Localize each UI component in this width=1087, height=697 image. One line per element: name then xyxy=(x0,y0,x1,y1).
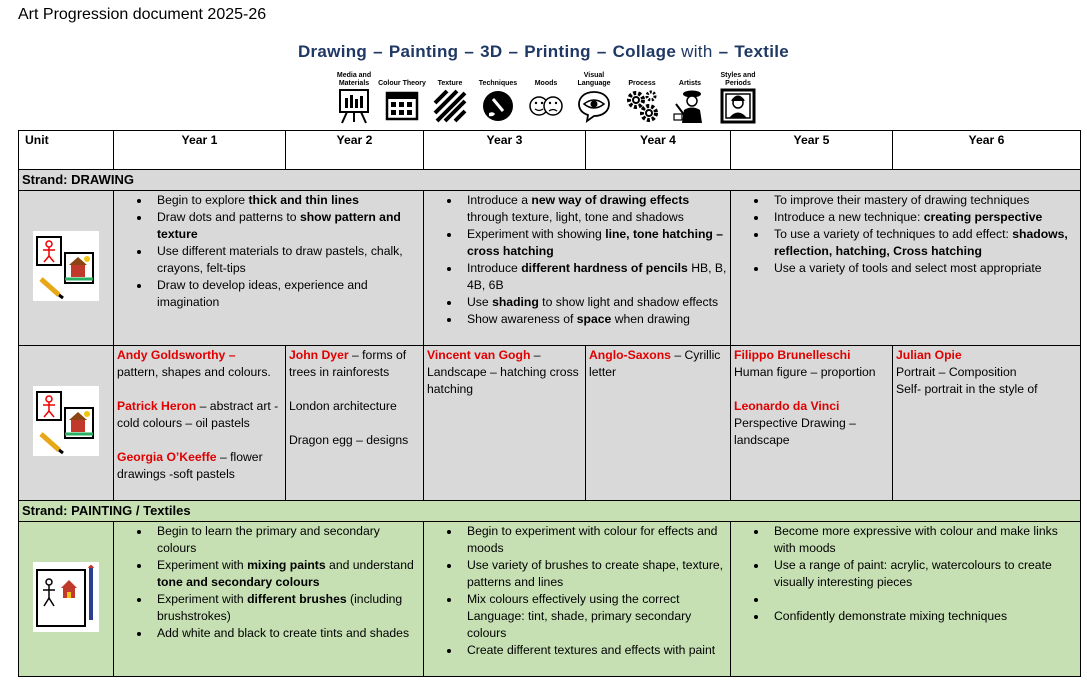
list-item: • Create different textures and effects with paint xyxy=(461,642,727,659)
list-item: • Use different materials to draw pastels, chalk, crayons, felt-tips xyxy=(151,243,420,277)
palette-grid-icon xyxy=(385,91,419,121)
drawing-y1-y2-skills xyxy=(114,191,424,346)
list-item: • Experiment with showing line, tone hatching – cross hatching xyxy=(461,226,727,260)
list-item: • Add white and black to create tints and shades xyxy=(151,625,420,642)
list-item: • Introduce a new technique: creating perspective xyxy=(768,209,1077,226)
header-year-4: Year 4 xyxy=(586,131,731,170)
drawing-unit-picture xyxy=(19,191,114,346)
list-item: • Begin to learn the primary and secondary colours xyxy=(151,523,420,557)
strand-drawing-row xyxy=(19,170,1081,191)
icon-media-materials: Media and Materials xyxy=(330,70,378,128)
document-title: Art Progression document 2025-26 xyxy=(18,6,267,23)
hatch-texture-icon xyxy=(433,89,467,123)
list-item: • To use a variety of techniques to add effect: shadows, reflection, hatching, Cross hatching xyxy=(768,226,1077,260)
faces-icon xyxy=(528,91,564,121)
header-year-2: Year 2 xyxy=(286,131,424,170)
painting-y1-y2-skills xyxy=(114,522,424,677)
list-item: • Draw to develop ideas, experience and imagination xyxy=(151,277,420,311)
gears-icon xyxy=(624,88,660,124)
drawing-artists-picture xyxy=(19,346,114,501)
icon-texture: Texture xyxy=(426,70,474,128)
icon-visual-language: Visual Language xyxy=(570,70,618,128)
list-item: • Draw dots and patterns to show pattern and texture xyxy=(151,209,420,243)
icon-process: Process xyxy=(618,70,666,128)
list-item: • Introduce different hardness of pencils HB, B, 4B, 6B xyxy=(461,260,727,294)
header-year-5: Year 5 xyxy=(731,131,893,170)
list-item: • Confidently demonstrate mixing techniques xyxy=(768,608,1077,625)
drawing-artists-y6: Julian Opie Portrait – Composition Self- portrait in the style of xyxy=(893,346,1081,501)
eye-speech-icon xyxy=(577,89,611,123)
icon-techniques: Techniques xyxy=(474,70,522,128)
framed-portrait-icon xyxy=(720,88,756,124)
brush-stroke-icon xyxy=(481,89,515,123)
drawing-y5-y6-skills xyxy=(731,191,1081,346)
table-header-row xyxy=(19,131,1081,170)
strand-icons-row xyxy=(330,70,762,128)
list-item: • Experiment with mixing paints and understand tone and secondary colours xyxy=(151,557,420,591)
strand-painting-title: Strand: PAINTING / Textiles xyxy=(19,501,1081,522)
header-unit: Unit xyxy=(19,131,114,170)
strand-drawing-title: Strand: DRAWING xyxy=(19,170,1081,191)
painting-unit-picture xyxy=(19,522,114,677)
list-item: • To improve their mastery of drawing techniques xyxy=(768,192,1077,209)
list-item: • Use shading to show light and shadow effects xyxy=(461,294,727,311)
headline: Drawing – Painting – 3D – Printing – Collage with – Textile xyxy=(297,42,790,61)
header-year-1: Year 1 xyxy=(114,131,286,170)
artist-icon xyxy=(672,88,708,124)
drawing-skills-row xyxy=(19,191,1081,346)
easel-icon xyxy=(337,88,371,124)
painting-pictogram-icon xyxy=(33,562,99,632)
header-year-3: Year 3 xyxy=(424,131,586,170)
list-item: • Use variety of brushes to create shape, texture, patterns and lines xyxy=(461,557,727,591)
drawing-artists-y2: John Dyer – forms of trees in rainforests London architecture Dragon egg – designs xyxy=(286,346,424,501)
drawing-artists-y5: Filippo Brunelleschi Human figure – proportion Leonardo da Vinci Perspective Drawing – landscape xyxy=(731,346,893,501)
drawing-y3-y4-skills xyxy=(424,191,731,346)
drawing-pictogram-icon xyxy=(33,386,99,456)
list-item: • Begin to explore thick and thin lines xyxy=(151,192,420,209)
drawing-artists-y4: Anglo-Saxons – Cyrillic letter xyxy=(586,346,731,501)
drawing-artists-y1: Andy Goldsworthy – pattern, shapes and colours. Patrick Heron – abstract art - cold colours – oil pastels Georgia O’Keeffe – flower drawings -soft pastels xyxy=(114,346,286,501)
painting-skills-row xyxy=(19,522,1081,677)
list-item xyxy=(768,591,1077,608)
list-item: • Mix colours effectively using the correct Language: tint, shade, primary secondary colours xyxy=(461,591,727,642)
icon-artists: Artists xyxy=(666,70,714,128)
drawing-pictogram-icon xyxy=(33,231,99,301)
painting-y3-y4-skills xyxy=(424,522,731,677)
drawing-artists-y3: Vincent van Gogh – Landscape – hatching cross hatching xyxy=(424,346,586,501)
list-item: • Use a range of paint: acrylic, watercolours to create visually interesting pieces xyxy=(768,557,1077,591)
painting-y5-y6-skills xyxy=(731,522,1081,677)
list-item: • Introduce a new way of drawing effects through texture, light, tone and shadows xyxy=(461,192,727,226)
list-item: • Use a variety of tools and select most appropriate xyxy=(768,260,1077,277)
drawing-artists-row xyxy=(19,346,1081,501)
progression-table xyxy=(18,130,1081,677)
list-item: • Show awareness of space when drawing xyxy=(461,311,727,328)
list-item: • Experiment with different brushes (including brushstrokes) xyxy=(151,591,420,625)
icon-moods: Moods xyxy=(522,70,570,128)
icon-colour-theory: Colour Theory xyxy=(378,70,426,128)
header-year-6: Year 6 xyxy=(893,131,1081,170)
icon-styles-periods: Styles and Periods xyxy=(714,70,762,128)
strand-painting-row xyxy=(19,501,1081,522)
list-item: • Become more expressive with colour and make links with moods xyxy=(768,523,1077,557)
list-item: • Begin to experiment with colour for effects and moods xyxy=(461,523,727,557)
